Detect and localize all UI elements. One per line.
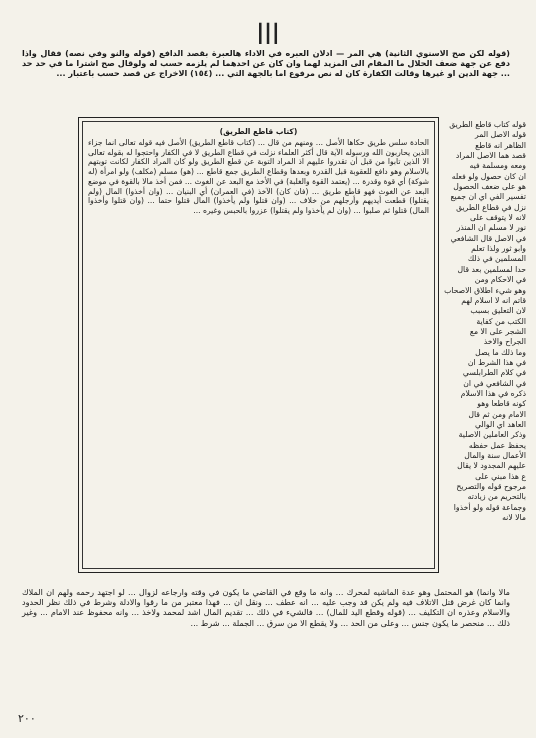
margin-line: عليهم المجدود لا يقال [457, 461, 526, 471]
bottom-commentary: مالا وانما) هو المحتمل وهو عدة الماشيه لمحرك ... وانه ما وقع في القاضي ما يكون في وقته وارجاعه لزوال ... لو اجتهد رحمه ولهم ان الملاك وانما كان غرض قتل الاتلاف فيه ولم يكن قد وجب عليه ... انه عطف ... ونقل ان ... فهذا معتبر من ما رقوا والادلة وشرط في ذلك نظر الحدود والاسلام وعذره ان التكليف ... (قوله وقطع اليد للمال) ... فالشيء في ذلك ... تقديم المال اشد لمحمد ولاخذ ... وانه محفوظ عند الامام ... وغير ذلك ... منحصر ما يكون جنس ... وعلى من الحد ... ولا يقطع الا من سرق ... الجملة ... شرط ... [22, 587, 510, 628]
top-commentary: (قوله لكن صح الاسنوي الثانية) هي المر — ادلان العبره في الاداء هالعبرة بقصد الدافع (قوله والنو وفي نصه) فقال واذا دفع عن جهة ضعف الحلال ما المقام الى المزيد لهما وان كان عن احدهما لم يلزمه حسب له ولوقال صح اشترا ما في حد حد ... جهة الدين او غيرها وقالت الكفارة كان له نص مرفوع اما بالجهة التي ... (١٥٤) الاخراج عن قصد حسب باعتبار ... [22, 48, 510, 79]
chapter-heading: (كتاب قاطع الطريق) [219, 127, 298, 136]
margin-line: ومعه ومسلمة فيه [469, 161, 526, 171]
margin-line: وما ذلك ما يصل [475, 347, 526, 357]
header-ornament: ااا [256, 18, 280, 51]
margin-line: الأعمال سنة والمال [464, 451, 526, 460]
margin-line: المسلمين في ذلك [467, 254, 526, 264]
margin-line: في هذا الشرط ان [467, 357, 526, 367]
margin-line: الظاهر انه قاطع [475, 140, 526, 150]
margin-line: قوله كتاب قاطع الطريق [449, 120, 526, 129]
margin-line: وابو ثور ولذا تعلم [471, 244, 526, 254]
margin-line: بالتحريم من زيادته [467, 492, 526, 502]
margin-line: في الشافعي في ان [463, 378, 526, 388]
margin-line: يحفظ عمل حفظه [468, 440, 526, 450]
margin-line: نزل في قطاع الطريق [456, 202, 526, 212]
margin-line: وهو شيء اطلاق الاصحاب [444, 285, 526, 295]
margin-line: في الاحكام ومن [474, 275, 526, 285]
margin-line: العاهد اي الوالي [475, 419, 526, 429]
margin-line: الجراح والاخذ [483, 337, 526, 347]
margin-line: في كلام الطرابلسي [462, 368, 526, 378]
margin-line: الشجر على الا مع [469, 326, 526, 336]
margin-line: في الاصل قال الشافعي [450, 233, 526, 243]
margin-line: قوله الاصل المر [474, 130, 526, 140]
margin-line: ذكره في هذا الاسلام [460, 388, 526, 398]
margin-line: مرجوح قوله والتصريح [456, 482, 526, 492]
margin-line: الكتب من كفاية [476, 316, 526, 326]
margin-line: قاتم انه لا اسلام لهم [461, 295, 526, 305]
margin-line: حدا لمسلمين بعد قال [457, 264, 526, 274]
margin-line: هو على ضعف الحصول [453, 182, 526, 192]
margin-line: مالا لانه [502, 513, 526, 523]
margin-line: لانه لا يتوقف على [470, 213, 526, 223]
main-text-body: الحادة سلس طريق حكاها الأصل ... ومنهم من قال ... (كتاب قاطع الطريق) الأصل فيه قوله تعالى انما جزاء الذين يحاربون الله ورسوله الآية قال أكثر العلماء نزلت في قطاع الطريق لا في الكفار واحتجوا له بقوله تعالى الا الذين تابوا من قبل أن تقدروا عليهم اذ المراد التوبة عن قطع الطريق ولو كان المراد الكفار لكانت توبتهم بالاسلام وهو دافع للعقوبة قبل القدرة وبعدها وقطاع الطريق جمع قاطع ... (هو) مسلم (مكلف) ولو امرأة (له شوكة) أي قوة وقدرة ... (يعتمد القوة والغلبة) في الأخذ مع البعد عن الغوث ... فمن أخذ مالا بالقوة في موضع البعد عن الغوث فهو قاطع طريق ... (فان كان) الآخذ (في العمران) أي البنيان ... (وان أخذوا) المال (ولم يقتلوا) قطعت أيديهم وأرجلهم من خلاف ... (وان قتلوا ولم يأخذوا) المال قتلوا حتما ... (وان قتلوا وأخذوا المال) قتلوا ثم صلبوا ... (وان لم يأخذوا ولم يقتلوا) عزروا بالحبس وغيره ... [88, 137, 429, 216]
margin-line: نور لا مسلم ان المنذر [456, 223, 526, 233]
margin-line: الامام ومن ثم قال [468, 409, 526, 419]
page-number: ٢٠٠ [18, 712, 36, 725]
margin-line: وذكر العاملين الاصلية [458, 430, 526, 440]
margin-line: تفسير الفي اي ان جميع [450, 192, 526, 202]
right-margin-commentary [444, 120, 526, 523]
margin-line: ان كان حصول ولو فعله [451, 171, 526, 181]
margin-line: لان التعليق بسبب [470, 306, 526, 316]
margin-line: كونه قاطعا وهو [477, 399, 526, 409]
margin-line: وجماعة قوله ولو أخذوا [453, 502, 526, 512]
margin-line: ع هذا مبني على [475, 471, 526, 481]
margin-line: قصد هما الاصل المراد [455, 151, 526, 161]
main-text-inner [82, 121, 435, 569]
main-text-frame [78, 117, 439, 573]
